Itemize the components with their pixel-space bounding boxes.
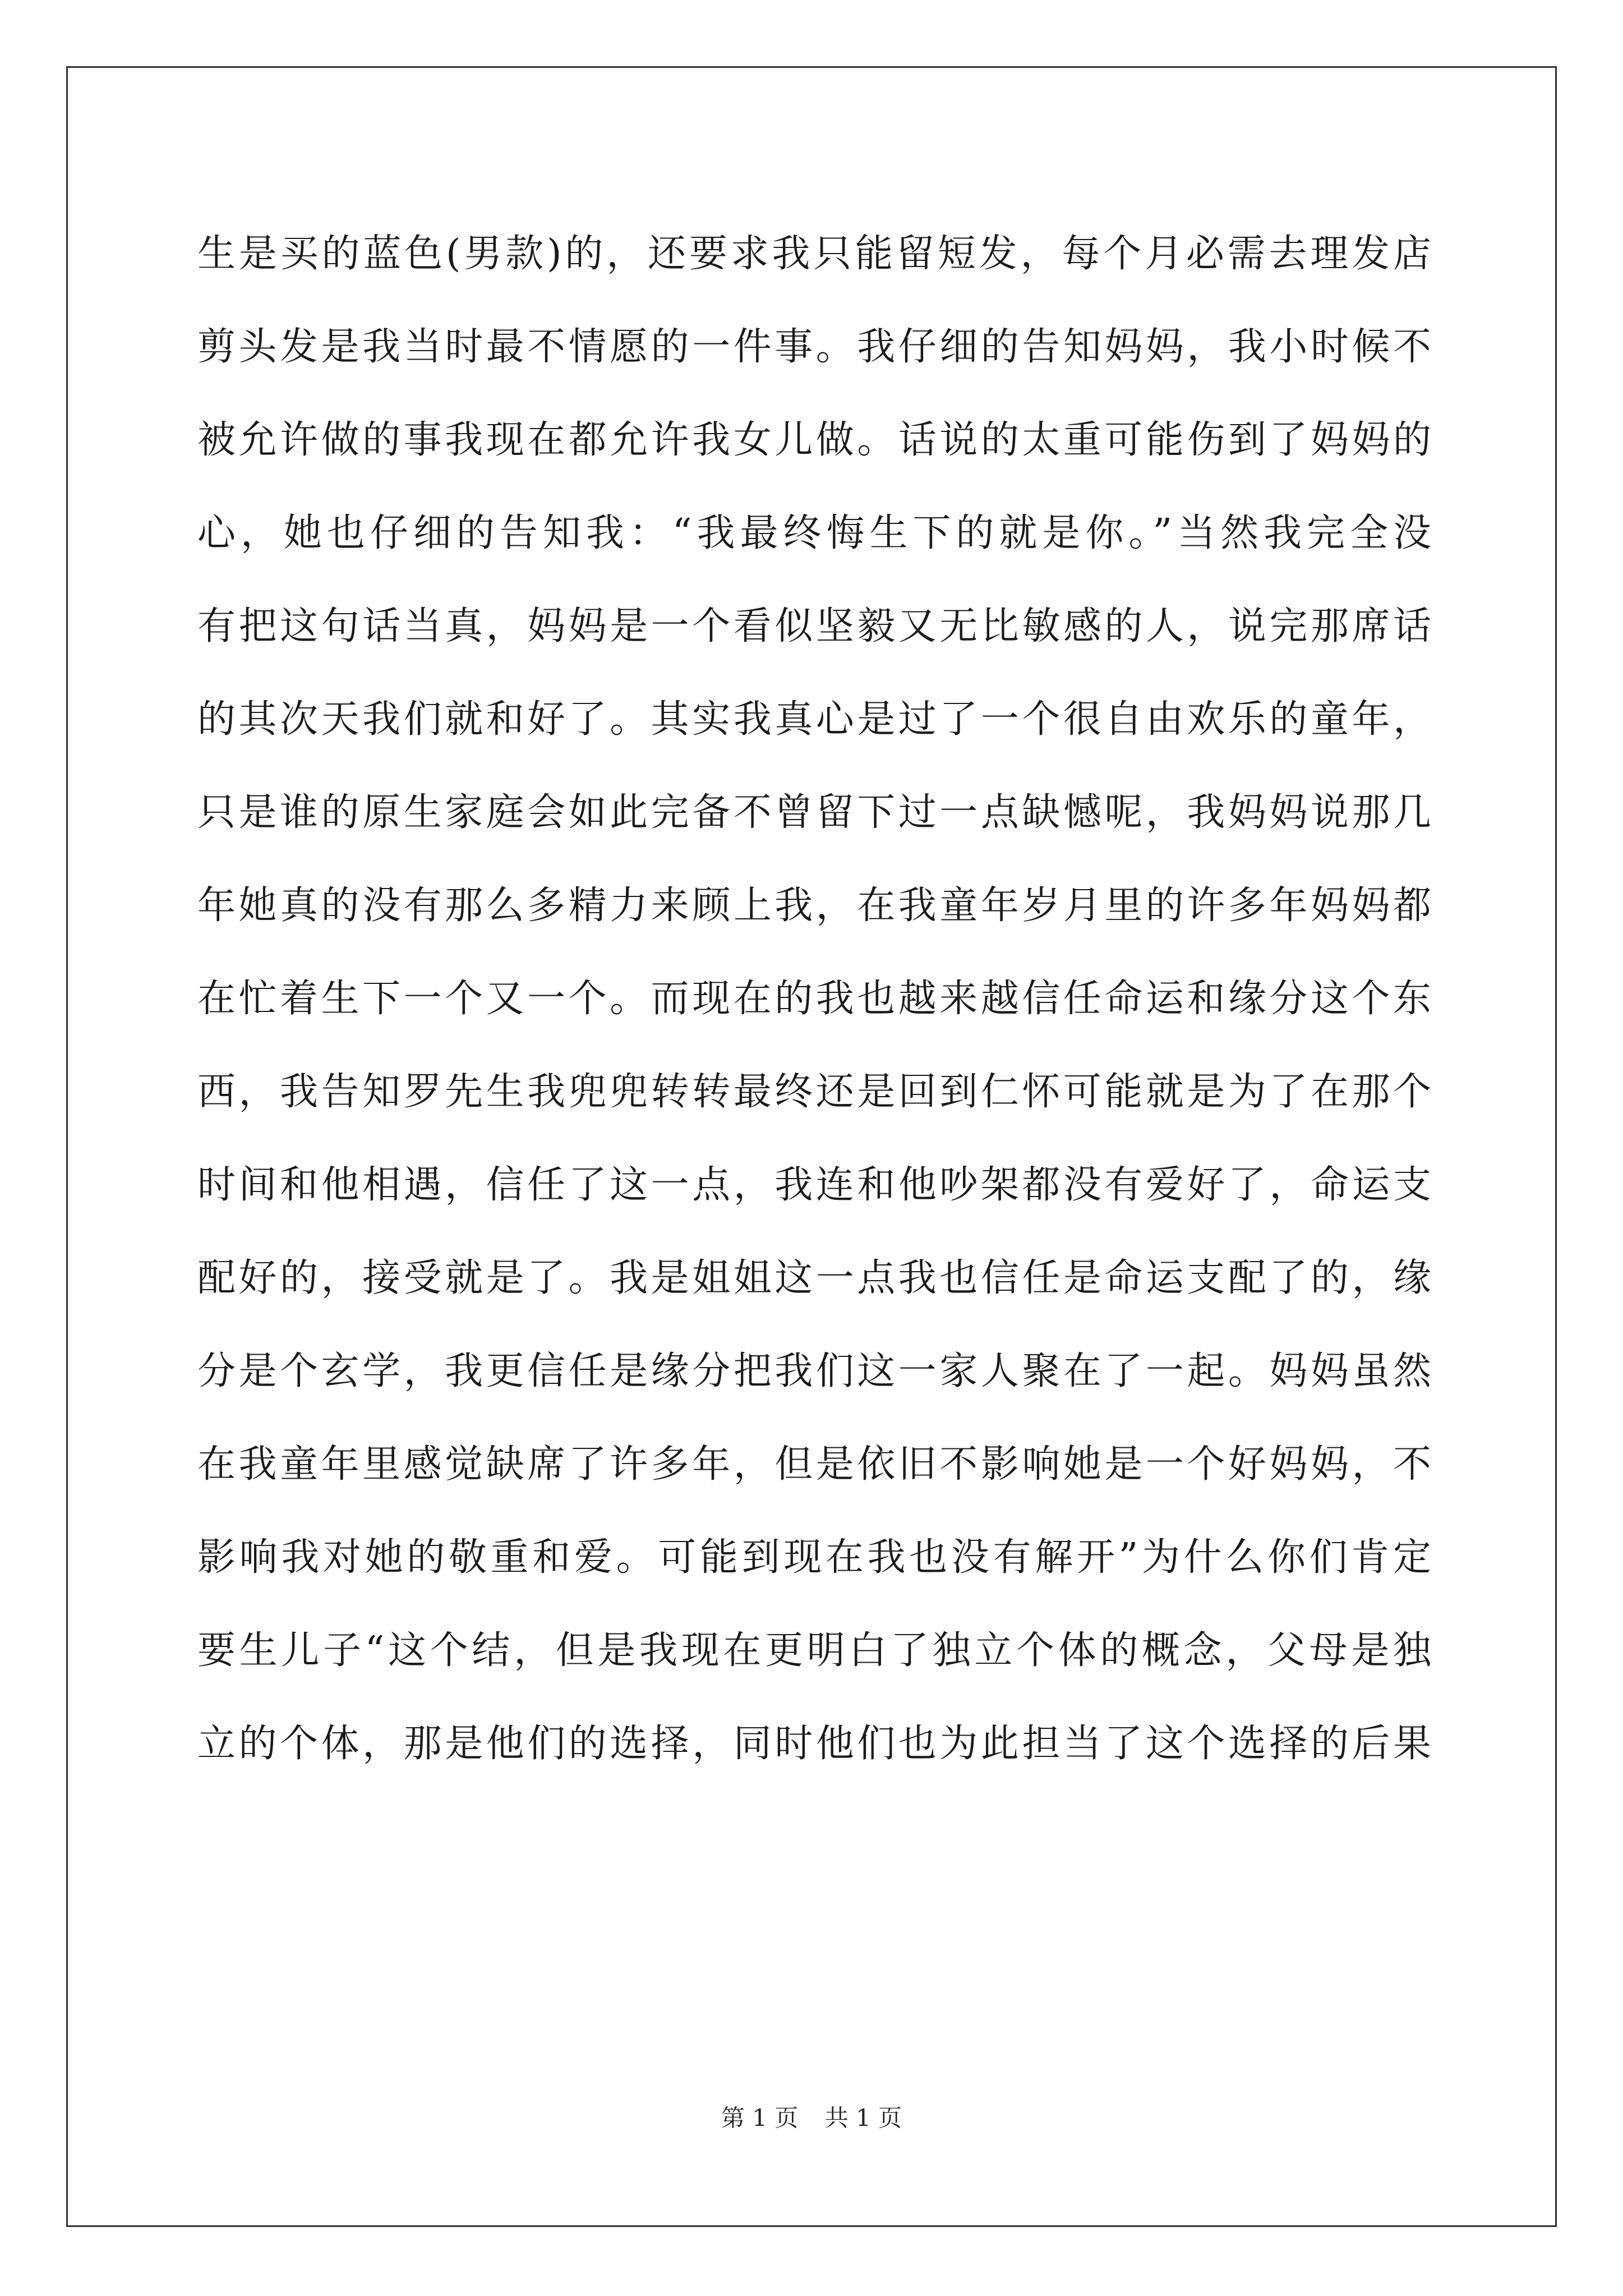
page-number-total: 共 1 页 [824,2104,902,2132]
text-line: 分是个玄学，我更信任是缘分把我们这一家人聚在了一起。妈妈虽然 [197,1349,1431,1393]
text-line: 要生儿子“这个结，但是我现在更明白了独立个体的概念，父母是独 [197,1628,1431,1673]
text-line: 年她真的没有那么多精力来顾上我，在我童年岁月里的许多年妈妈都 [197,884,1431,928]
text-line: 配好的，接受就是了。我是姐姐这一点我也信任是命运支配了的，缘 [197,1256,1431,1300]
text-line: 只是谁的原生家庭会如此完备不曾留下过一点缺憾呢，我妈妈说那几 [197,790,1431,835]
text-line: 在我童年里感觉缺席了许多年，但是依旧不影响她是一个好妈妈，不 [197,1442,1431,1487]
text-line: 有把这句话当真，妈妈是一个看似坚毅又无比敏感的人，说完那席话 [197,604,1431,648]
text-line: 时间和他相遇，信任了这一点，我连和他吵架都没有爱好了，命运支 [197,1163,1431,1207]
text-line: 影响我对她的敬重和爱。可能到现在我也没有解开”为什么你们肯定 [197,1535,1431,1580]
text-line: 立的个体，那是他们的选择，同时他们也为此担当了这个选择的后果 [197,1722,1431,1766]
text-line: 心，她也仔细的告知我：“我最终悔生下的就是你。”当然我完全没 [197,511,1431,555]
page-number-current: 第 1 页 [721,2104,799,2132]
text-line: 被允许做的事我现在都允许我女儿做。话说的太重可能伤到了妈妈的 [197,418,1431,462]
text-line: 西，我告知罗先生我兜兜转转最终还是回到仁怀可能就是为了在那个 [197,1070,1431,1114]
text-line: 在忙着生下一个又一个。而现在的我也越来越信任命运和缘分这个东 [197,977,1431,1021]
document-body [197,208,1431,1791]
text-line: 生是买的蓝色(男款)的，还要求我只能留短发，每个月必需去理发店 [197,232,1431,276]
text-line: 的其次天我们就和好了。其实我真心是过了一个很自由欢乐的童年， [197,697,1431,742]
text-line: 剪头发是我当时最不情愿的一件事。我仔细的告知妈妈，我小时候不 [197,325,1431,369]
page-footer [0,2101,1623,2135]
